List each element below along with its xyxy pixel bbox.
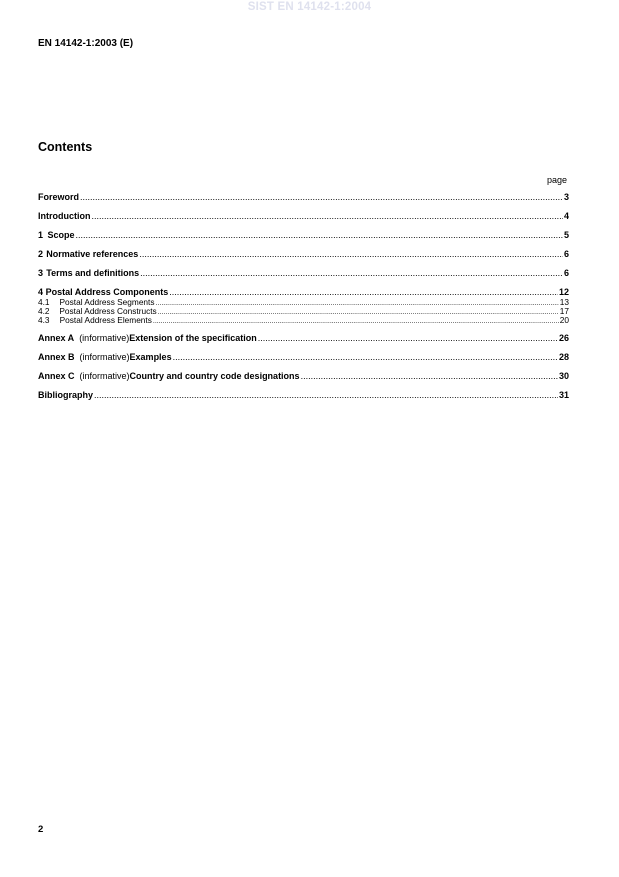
- toc-title: Postal Address Constructs: [59, 306, 157, 316]
- toc-title: Scope: [47, 230, 75, 240]
- toc-entry-scope[interactable]: [38, 230, 569, 241]
- toc-entry-annex-c[interactable]: [38, 371, 569, 382]
- toc-section-number: 4.3: [38, 315, 50, 325]
- toc-section-number: 4: [38, 287, 44, 297]
- toc-page-number: 6: [563, 249, 569, 259]
- toc-section-number: 2: [38, 249, 44, 259]
- toc-entry-annex-a[interactable]: [38, 333, 569, 344]
- dot-leader: [94, 390, 558, 401]
- toc-title: Examples: [129, 352, 172, 362]
- toc-title: Foreword: [38, 192, 80, 202]
- dot-leader: [169, 287, 558, 298]
- toc-page-number: 13: [559, 297, 569, 307]
- toc-section-number: 3: [38, 268, 44, 278]
- dot-leader: [139, 249, 563, 260]
- footer-page-number: 2: [38, 824, 44, 835]
- annex-label: [38, 371, 130, 382]
- toc-entry-bibliography[interactable]: [38, 390, 569, 401]
- annex-label: [38, 333, 129, 344]
- toc-page-number: 17: [559, 306, 569, 316]
- dot-leader: [153, 316, 559, 326]
- toc-page-number: 28: [558, 352, 569, 362]
- toc-title: Postal Address Segments: [59, 297, 155, 307]
- dot-leader: [140, 268, 563, 279]
- dot-leader: [80, 192, 563, 203]
- dot-leader: [301, 371, 558, 382]
- toc-subentry-postal-address-elements[interactable]: [38, 316, 569, 325]
- toc-title: Introduction: [38, 211, 91, 221]
- page-column-label: page: [546, 175, 567, 185]
- toc-section-number: 4.1: [38, 297, 50, 307]
- toc-page-number: 3: [563, 192, 569, 202]
- toc-page-number: 6: [563, 268, 569, 278]
- contents-heading: Contents: [38, 140, 93, 154]
- watermark: SIST EN 14142-1:2004: [247, 1, 372, 13]
- toc-page-number: 12: [558, 287, 569, 297]
- annex-informative-tag: (informative): [79, 333, 130, 343]
- annex-informative-tag: (informative): [79, 371, 130, 381]
- annex-letter: Annex A: [38, 333, 75, 343]
- toc-page-number: 20: [559, 315, 569, 325]
- toc-page-number: 4: [563, 211, 569, 221]
- document-reference: EN 14142-1:2003 (E): [38, 38, 134, 49]
- annex-letter: Annex B: [38, 352, 75, 362]
- dot-leader: [92, 211, 563, 222]
- toc-title: Postal Address Components: [45, 287, 169, 297]
- dot-leader: [258, 333, 558, 344]
- annex-label: [38, 352, 130, 363]
- toc-entry-foreword[interactable]: [38, 192, 569, 203]
- dot-leader: [173, 352, 558, 363]
- toc-title: Terms and definitions: [46, 268, 140, 278]
- toc-page-number: 31: [558, 390, 569, 400]
- toc-title: Normative references: [46, 249, 139, 259]
- toc-title: Bibliography: [38, 390, 94, 400]
- toc-title: Postal Address Elements: [59, 315, 152, 325]
- toc-section-number: 4.2: [38, 306, 50, 316]
- toc-entry-annex-b[interactable]: [38, 352, 569, 363]
- toc-page-number: 26: [558, 333, 569, 343]
- annex-informative-tag: (informative): [79, 352, 130, 362]
- toc-title: Extension of the specification: [129, 333, 257, 343]
- toc-section-number: 1: [38, 230, 44, 240]
- dot-leader: [76, 230, 563, 241]
- toc-page-number: 30: [558, 371, 569, 381]
- toc-entry-introduction[interactable]: [38, 211, 569, 222]
- table-of-contents: [38, 192, 569, 401]
- toc-entry-terms-and-definitions[interactable]: [38, 268, 569, 279]
- toc-page-number: 5: [563, 230, 569, 240]
- toc-title: Country and country code designations: [129, 371, 300, 381]
- annex-letter: Annex C: [38, 371, 75, 381]
- toc-entry-normative-references[interactable]: [38, 249, 569, 260]
